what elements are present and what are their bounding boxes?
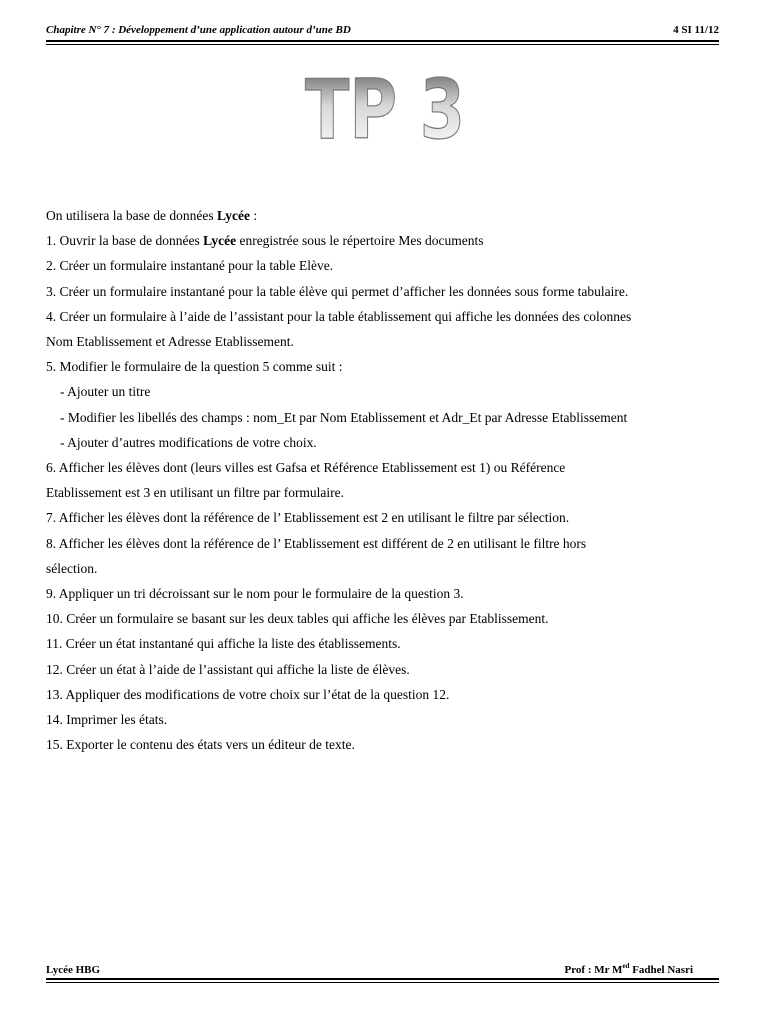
title-text: TP 3 xyxy=(305,63,465,158)
list-item: 5. Modifier le formulaire de la question 5 comme suit : xyxy=(46,359,343,375)
chapter-title: Chapitre N° 7 : Développement d’une application autour d’une BD xyxy=(46,24,351,36)
list-item: 2. Créer un formulaire instantané pour la table Elève. xyxy=(46,258,334,274)
list-item: 3. Créer un formulaire instantané pour la table élève qui permet d’afficher les données sous forme tabulaire. xyxy=(46,283,629,299)
wordart-title xyxy=(300,58,470,158)
list-item: sélection. xyxy=(46,560,98,576)
item-text: enregistrée sous le répertoire Mes documents xyxy=(236,233,484,249)
footer-rule xyxy=(46,978,719,980)
intro-text: On utilisera la base de données xyxy=(46,208,217,223)
db-name: Lycée xyxy=(216,208,250,223)
class-year: 4 SI 11/12 xyxy=(673,24,719,36)
db-name: Lycée xyxy=(203,233,237,249)
list-item: 8. Afficher les élèves dont la référence de l’ Etablissement est différent de 2 en utilisant le filtre hors xyxy=(46,535,587,551)
sub-item: - Ajouter d’autres modifications de votre choix. xyxy=(60,434,317,450)
teacher-prefix: Prof : Mr M xyxy=(564,964,623,976)
intro-line xyxy=(46,203,726,228)
footer-rule-thin xyxy=(46,982,719,983)
exercise-list xyxy=(46,203,726,757)
page-footer xyxy=(46,962,693,976)
page-header xyxy=(46,24,719,36)
teacher-name xyxy=(565,962,694,976)
list-item: Etablissement est 3 en utilisant un filtre par formulaire. xyxy=(46,485,345,501)
list-item: 11. Créer un état instantané qui affiche la liste des établissements. xyxy=(46,636,401,652)
list-item: Nom Etablissement et Adresse Etablissement. xyxy=(46,334,294,350)
list-item: 14. Imprimer les états. xyxy=(46,712,168,728)
list-item: 9. Appliquer un tri décroissant sur le nom pour le formulaire de la question 3. xyxy=(46,586,464,602)
items-container xyxy=(46,228,726,757)
header-rule-thin xyxy=(46,44,719,45)
list-item: 12. Créer un état à l’aide de l’assistant qui affiche la liste de élèves. xyxy=(46,661,410,677)
list-item xyxy=(46,228,726,253)
teacher-lastname: Fadhel Nasri xyxy=(629,964,693,976)
list-item: 6. Afficher les élèves dont (leurs villes est Gafsa et Référence Etablissement est 1) ou Référence xyxy=(46,460,566,476)
list-item: 15. Exporter le contenu des états vers un éditeur de texte. xyxy=(46,737,355,753)
header-rule xyxy=(46,40,719,42)
sub-item: - Modifier les libellés des champs : nom_Et par Nom Etablissement et Adr_Et par Adresse Etablissement xyxy=(60,409,628,425)
sub-item: - Ajouter un titre xyxy=(60,384,151,400)
school-name: Lycée HBG xyxy=(46,964,101,976)
list-item: 7. Afficher les élèves dont la référence de l’ Etablissement est 2 en utilisant le filtre par sélection. xyxy=(46,510,570,526)
intro-colon: : xyxy=(249,208,258,223)
list-item: 4. Créer un formulaire à l’aide de l’assistant pour la table établissement qui affiche les données des colonnes xyxy=(46,308,632,324)
list-item: 10. Créer un formulaire se basant sur les deux tables qui affiche les élèves par Etablissement. xyxy=(46,611,549,627)
teacher-sup: ed xyxy=(622,962,630,970)
item-text: 1. Ouvrir la base de données xyxy=(46,233,204,249)
list-item: 13. Appliquer des modifications de votre choix sur l’état de la question 12. xyxy=(46,686,450,702)
